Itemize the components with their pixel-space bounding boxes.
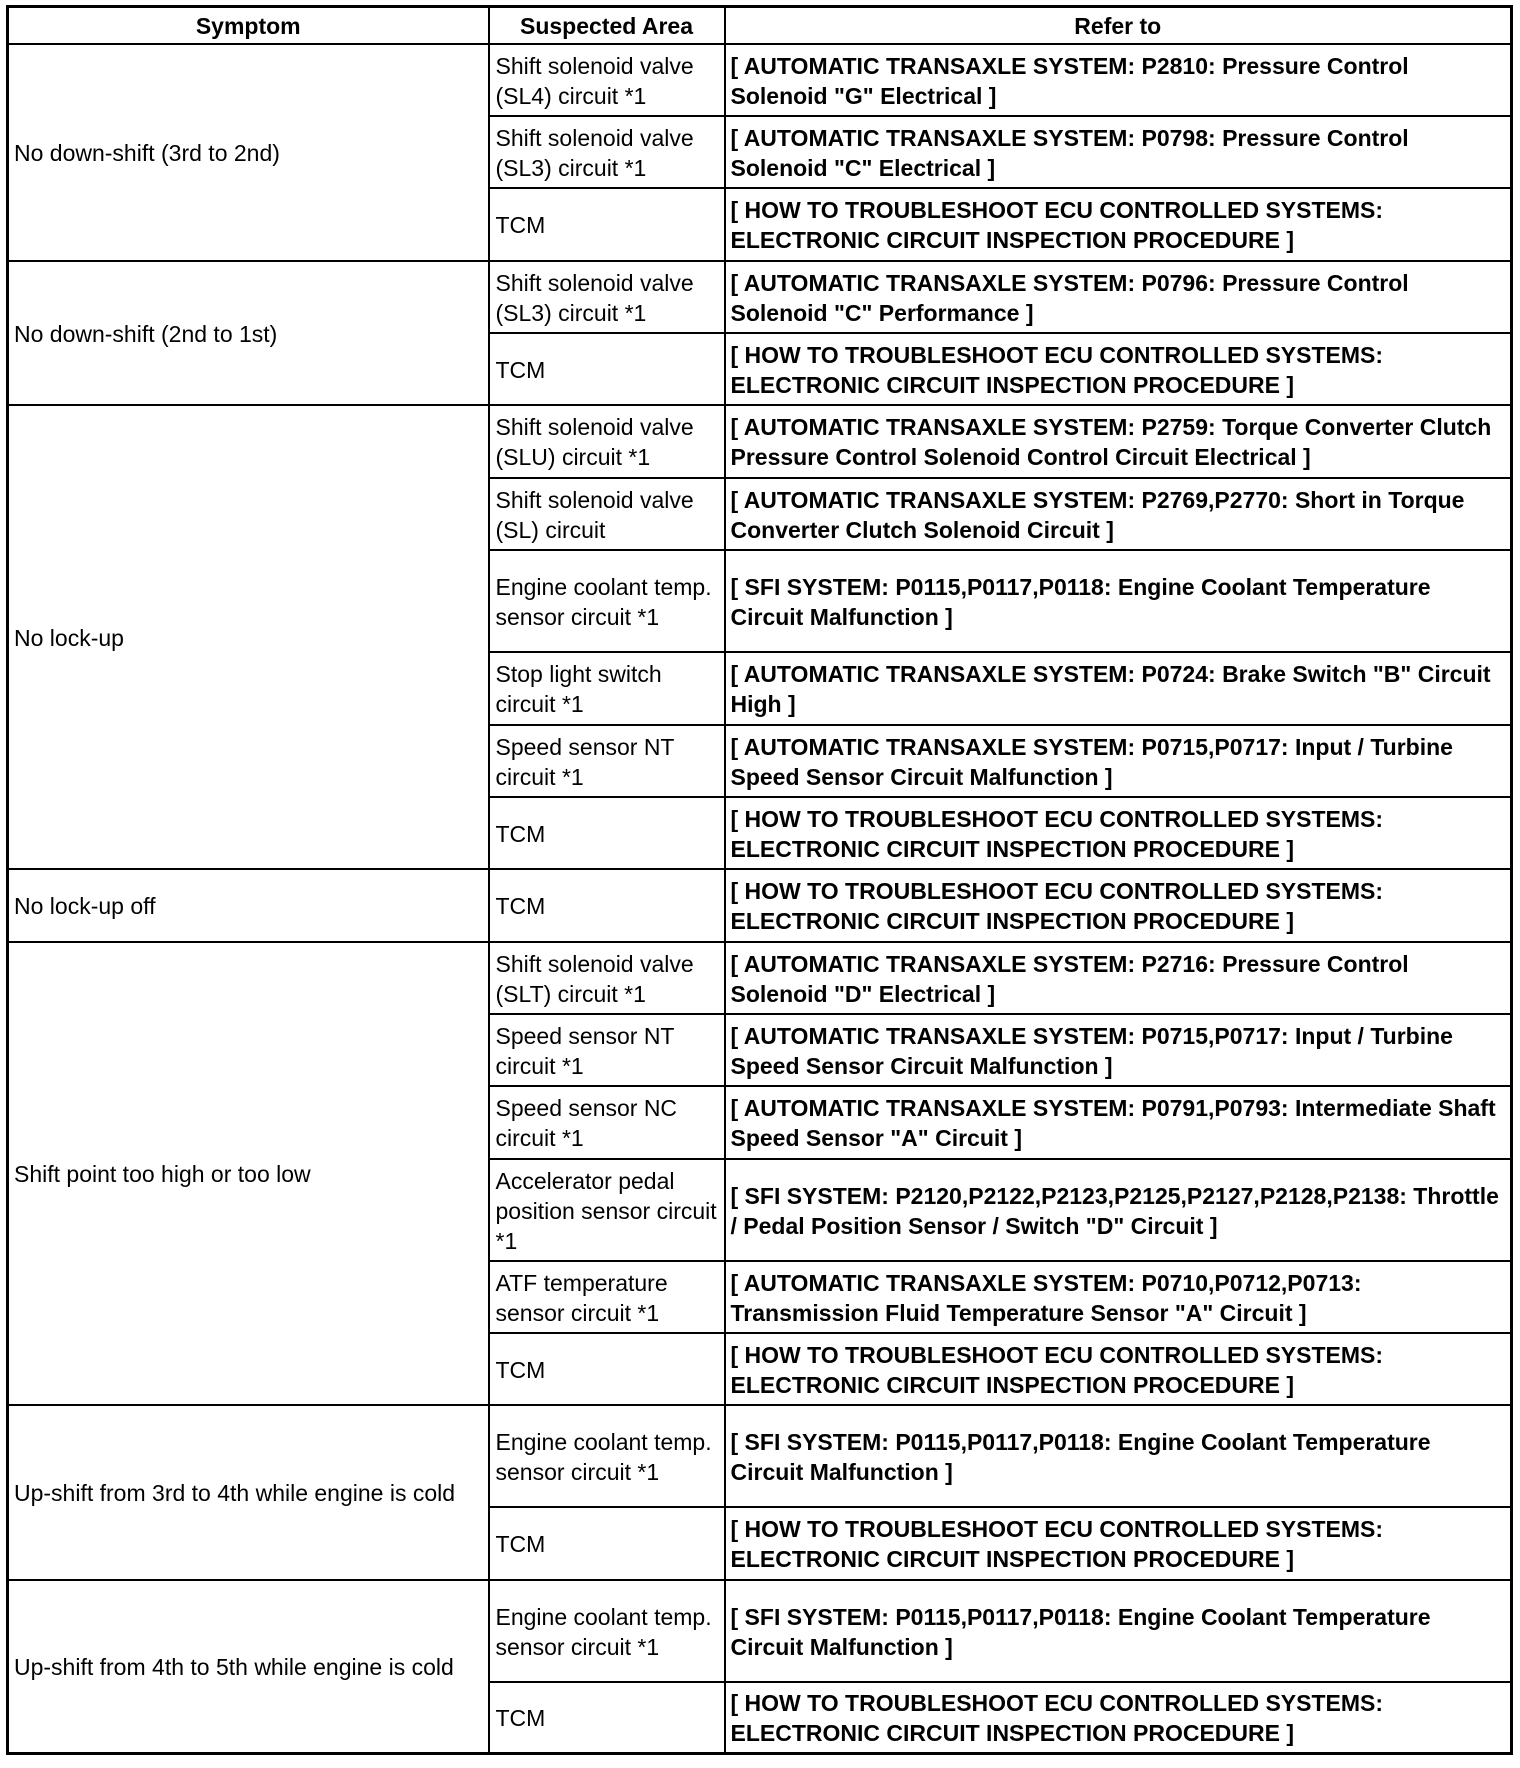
suspected-area-cell: Shift solenoid valve (SL) circuit [489,478,725,550]
suspected-area-cell: TCM [489,797,725,869]
header-suspected-area: Suspected Area [489,7,725,45]
table-row [8,405,1512,478]
suspected-area-cell: Shift solenoid valve (SL3) circuit *1 [489,116,725,188]
refer-to-cell: [ SFI SYSTEM: P0115,P0117,P0118: Engine Coolant Temperature Circuit Malfunction ] [725,1580,1512,1682]
header-symptom: Symptom [8,7,489,45]
troubleshooting-table-page [6,5,1510,1755]
table-row [8,869,1512,942]
suspected-area-cell: Speed sensor NT circuit *1 [489,1014,725,1086]
suspected-area-cell: TCM [489,1682,725,1753]
suspected-area-cell: TCM [489,333,725,405]
table-body [8,44,1512,1753]
suspected-area-cell: Engine coolant temp. sensor circuit *1 [489,550,725,652]
refer-to-cell: [ HOW TO TROUBLESHOOT ECU CONTROLLED SYSTEMS: ELECTRONIC CIRCUIT INSPECTION PROCEDURE ] [725,797,1512,869]
symptom-cell: No lock-up [8,405,489,869]
suspected-area-cell: Shift solenoid valve (SL3) circuit *1 [489,261,725,333]
refer-to-cell: [ AUTOMATIC TRANSAXLE SYSTEM: P2810: Pressure Control Solenoid "G" Electrical ] [725,44,1512,116]
suspected-area-cell: TCM [489,1333,725,1405]
refer-to-cell: [ HOW TO TROUBLESHOOT ECU CONTROLLED SYSTEMS: ELECTRONIC CIRCUIT INSPECTION PROCEDURE ] [725,1507,1512,1580]
suspected-area-cell: Shift solenoid valve (SL4) circuit *1 [489,44,725,116]
table-row [8,942,1512,1014]
refer-to-cell: [ HOW TO TROUBLESHOOT ECU CONTROLLED SYSTEMS: ELECTRONIC CIRCUIT INSPECTION PROCEDURE ] [725,869,1512,942]
refer-to-cell: [ SFI SYSTEM: P0115,P0117,P0118: Engine Coolant Temperature Circuit Malfunction ] [725,550,1512,652]
header-refer-to: Refer to [725,7,1512,45]
refer-to-cell: [ HOW TO TROUBLESHOOT ECU CONTROLLED SYSTEMS: ELECTRONIC CIRCUIT INSPECTION PROCEDURE ] [725,188,1512,261]
suspected-area-cell: Speed sensor NC circuit *1 [489,1086,725,1159]
suspected-area-cell: TCM [489,869,725,942]
suspected-area-cell: Engine coolant temp. sensor circuit *1 [489,1405,725,1507]
refer-to-cell: [ AUTOMATIC TRANSAXLE SYSTEM: P0798: Pressure Control Solenoid "C" Electrical ] [725,116,1512,188]
symptom-cell: No down-shift (2nd to 1st) [8,261,489,405]
refer-to-cell: [ AUTOMATIC TRANSAXLE SYSTEM: P2716: Pressure Control Solenoid "D" Electrical ] [725,942,1512,1014]
suspected-area-cell: Accelerator pedal position sensor circuit *1 [489,1159,725,1261]
table-row [8,44,1512,116]
suspected-area-cell: Shift solenoid valve (SLT) circuit *1 [489,942,725,1014]
table-row [8,261,1512,333]
suspected-area-cell: Stop light switch circuit *1 [489,652,725,725]
refer-to-cell: [ AUTOMATIC TRANSAXLE SYSTEM: P0724: Brake Switch "B" Circuit High ] [725,652,1512,725]
table-row [8,1580,1512,1682]
refer-to-cell: [ HOW TO TROUBLESHOOT ECU CONTROLLED SYSTEMS: ELECTRONIC CIRCUIT INSPECTION PROCEDURE ] [725,333,1512,405]
symptom-cell: Shift point too high or too low [8,942,489,1405]
refer-to-cell: [ AUTOMATIC TRANSAXLE SYSTEM: P2759: Torque Converter Clutch Pressure Control Solenoid Control Circuit Electrical ] [725,405,1512,478]
refer-to-cell: [ SFI SYSTEM: P2120,P2122,P2123,P2125,P2127,P2128,P2138: Throttle / Pedal Position Sensor / Switch "D" Circuit ] [725,1159,1512,1261]
refer-to-cell: [ HOW TO TROUBLESHOOT ECU CONTROLLED SYSTEMS: ELECTRONIC CIRCUIT INSPECTION PROCEDURE ] [725,1333,1512,1405]
refer-to-cell: [ AUTOMATIC TRANSAXLE SYSTEM: P0715,P0717: Input / Turbine Speed Sensor Circuit Malfunction ] [725,725,1512,797]
symptom-cell: No down-shift (3rd to 2nd) [8,44,489,261]
table-row [8,1405,1512,1507]
refer-to-cell: [ AUTOMATIC TRANSAXLE SYSTEM: P0715,P0717: Input / Turbine Speed Sensor Circuit Malfunction ] [725,1014,1512,1086]
suspected-area-cell: Shift solenoid valve (SLU) circuit *1 [489,405,725,478]
refer-to-cell: [ HOW TO TROUBLESHOOT ECU CONTROLLED SYSTEMS: ELECTRONIC CIRCUIT INSPECTION PROCEDURE ] [725,1682,1512,1753]
symptom-cell: No lock-up off [8,869,489,942]
symptom-cell: Up-shift from 4th to 5th while engine is cold [8,1580,489,1753]
refer-to-cell: [ SFI SYSTEM: P0115,P0117,P0118: Engine Coolant Temperature Circuit Malfunction ] [725,1405,1512,1507]
refer-to-cell: [ AUTOMATIC TRANSAXLE SYSTEM: P0710,P0712,P0713: Transmission Fluid Temperature Sensor "A" Circuit ] [725,1261,1512,1333]
suspected-area-cell: Engine coolant temp. sensor circuit *1 [489,1580,725,1682]
refer-to-cell: [ AUTOMATIC TRANSAXLE SYSTEM: P0796: Pressure Control Solenoid "C" Performance ] [725,261,1512,333]
refer-to-cell: [ AUTOMATIC TRANSAXLE SYSTEM: P0791,P0793: Intermediate Shaft Speed Sensor "A" Circuit ] [725,1086,1512,1159]
suspected-area-cell: ATF temperature sensor circuit *1 [489,1261,725,1333]
table-header-row [8,7,1512,45]
suspected-area-cell: Speed sensor NT circuit *1 [489,725,725,797]
symptom-cell: Up-shift from 3rd to 4th while engine is cold [8,1405,489,1580]
suspected-area-cell: TCM [489,1507,725,1580]
suspected-area-cell: TCM [489,188,725,261]
symptom-table [6,5,1513,1755]
refer-to-cell: [ AUTOMATIC TRANSAXLE SYSTEM: P2769,P2770: Short in Torque Converter Clutch Solenoid Circuit ] [725,478,1512,550]
